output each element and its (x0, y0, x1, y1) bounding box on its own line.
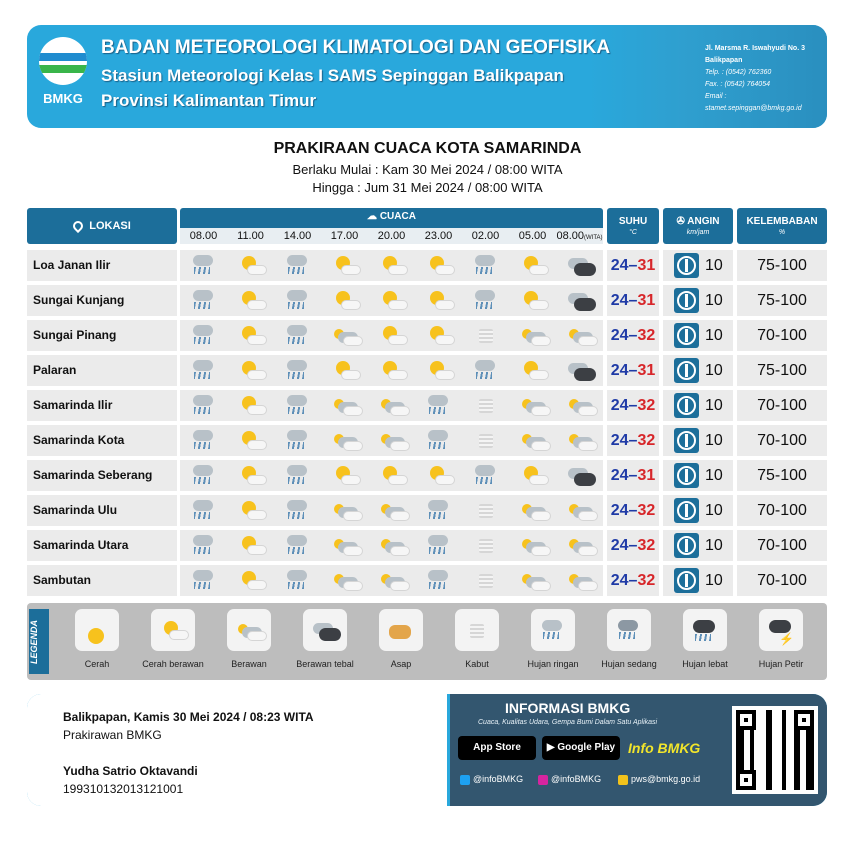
weather-berawan-icon (556, 425, 603, 456)
page-title: PRAKIRAAN CUACA KOTA SAMARINDA (273, 140, 582, 157)
weather-cerah-berawan-icon (227, 530, 274, 561)
legend-berawan-tebal-icon (303, 609, 347, 651)
info-title: INFORMASI BMKG (505, 700, 631, 716)
time-header: 08.00(WITA) (556, 230, 603, 242)
agency-name: BADAN METEOROLOGI KLIMATOLOGI DAN GEOFISIKA (101, 37, 611, 58)
table-row (27, 493, 827, 528)
location-name: Sambutan (27, 565, 177, 596)
forecaster-block (27, 694, 447, 806)
time-header: 14.00 (283, 230, 312, 242)
temp-max: 32 (637, 397, 656, 414)
weather-cerah-berawan-icon (227, 460, 274, 491)
weather-cerah-berawan-icon (227, 565, 274, 596)
table-row (27, 353, 827, 388)
weather-hujan-ringan-icon (274, 530, 321, 561)
temp-min: 24 (610, 397, 629, 414)
wind-speed: 10 (705, 362, 723, 379)
legend-label: Cerah (84, 659, 110, 669)
weather-hujan-ringan-icon (180, 390, 227, 421)
location-name: Samarinda Ulu (27, 495, 177, 526)
weather-hujan-ringan-icon (415, 425, 462, 456)
weather-hujan-ringan-icon (274, 285, 321, 316)
wind (663, 250, 733, 281)
table-row (27, 458, 827, 493)
legend-hujan-sedang-icon (607, 609, 651, 651)
weather-hujan-ringan-icon (415, 495, 462, 526)
forecaster-name: Yudha Satrio Oktavandi (63, 764, 198, 778)
wind (663, 425, 733, 456)
humidity: 75-100 (737, 250, 827, 281)
time-header: 11.00 (237, 230, 264, 242)
location-name: Sungai Kunjang (27, 285, 177, 316)
table-row (27, 388, 827, 423)
weather-icons (180, 425, 603, 456)
twitter-icon (460, 775, 470, 785)
legend-label: Berawan tebal (296, 659, 354, 669)
wind (663, 320, 733, 351)
temp-max: 31 (637, 362, 656, 379)
qr-code (732, 706, 818, 794)
legend-item (287, 609, 363, 669)
temperature-range: 24–32 (607, 565, 659, 596)
weather-kabut-icon (462, 425, 509, 456)
weather-icons (180, 355, 603, 386)
legend-item (667, 609, 743, 669)
legend-item (135, 609, 211, 669)
humidity: 70-100 (737, 390, 827, 421)
table-row (27, 248, 827, 283)
legend-label: Berawan (231, 659, 267, 669)
wind-direction-icon (674, 463, 699, 488)
legend-berawan-icon (227, 609, 271, 651)
weather-berawan-icon (368, 390, 415, 421)
weather-icons (180, 390, 603, 421)
weather-berawan-icon (509, 530, 556, 561)
legend-tag: LEGENDA (29, 609, 49, 674)
legend-item (59, 609, 135, 669)
temp-min: 24 (610, 467, 629, 484)
cloud-icon: ☁ (367, 211, 380, 222)
google-play-badge[interactable]: ▶ Google Play (542, 736, 620, 760)
weather-cerah-berawan-icon (321, 250, 368, 281)
location-name: Samarinda Utara (27, 530, 177, 561)
info-tagline: Cuaca, Kualitas Udara, Gempa Bumi Dalam Satu Aplikasi (478, 719, 658, 726)
weather-cerah-berawan-icon (227, 495, 274, 526)
time-header: 20.00 (377, 230, 406, 242)
weather-kabut-icon (462, 390, 509, 421)
issue-date: Balikpapan, Kamis 30 Mei 2024 / 08:23 WITA (63, 710, 314, 724)
weather-hujan-ringan-icon (180, 460, 227, 491)
weather-hujan-ringan-icon (180, 320, 227, 351)
time-header: 23.00 (424, 230, 453, 242)
weather-hujan-ringan-icon (274, 355, 321, 386)
location-pin-icon (71, 219, 85, 233)
legend-label: Kabut (465, 659, 489, 669)
humidity: 70-100 (737, 565, 827, 596)
temp-min: 24 (610, 292, 629, 309)
weather-cerah-berawan-icon (415, 355, 462, 386)
weather-berawan-icon (509, 495, 556, 526)
humidity: 75-100 (737, 460, 827, 491)
legend-label: Asap (390, 659, 412, 669)
weather-cerah-berawan-icon (227, 425, 274, 456)
weather-berawan-icon (368, 530, 415, 561)
app-name: Info BMKG (628, 740, 701, 756)
weather-cerah-berawan-icon (368, 460, 415, 491)
wind-speed: 10 (705, 467, 723, 484)
footer (27, 694, 827, 806)
temperature-range: 24–31 (607, 460, 659, 491)
wind-direction-icon (674, 288, 699, 313)
weather-hujan-ringan-icon (274, 565, 321, 596)
wind-direction-icon (674, 323, 699, 348)
legend (27, 603, 827, 680)
weather-kabut-icon (462, 495, 509, 526)
temp-min: 24 (610, 257, 629, 274)
weather-berawan-icon (321, 425, 368, 456)
weather-icons (180, 565, 603, 596)
humidity: 75-100 (737, 355, 827, 386)
weather-cerah-berawan-icon (415, 320, 462, 351)
temp-min: 24 (610, 537, 629, 554)
weather-icons (180, 530, 603, 561)
wind (663, 530, 733, 561)
instagram-handle[interactable]: @infoBMKG (538, 774, 601, 785)
wind-direction-icon (674, 533, 699, 558)
weather-kabut-icon (462, 320, 509, 351)
weather-hujan-ringan-icon (462, 250, 509, 281)
weather-berawan-icon (368, 565, 415, 596)
humidity: 70-100 (737, 320, 827, 351)
temperature-range: 24–32 (607, 390, 659, 421)
legend-label: Hujan ringan (527, 659, 579, 669)
temperature-range: 24–32 (607, 530, 659, 561)
weather-cerah-berawan-icon (509, 285, 556, 316)
wind (663, 460, 733, 491)
forecast-table (27, 248, 827, 598)
weather-hujan-ringan-icon (274, 460, 321, 491)
wind-speed: 10 (705, 432, 723, 449)
location-name: Sungai Pinang (27, 320, 177, 351)
email-contact[interactable]: pws@bmkg.go.id (618, 774, 700, 785)
temp-max: 32 (637, 432, 656, 449)
weather-cerah-berawan-icon (415, 285, 462, 316)
weather-hujan-ringan-icon (180, 530, 227, 561)
wind-speed: 10 (705, 572, 723, 589)
header-banner (27, 25, 827, 128)
time-header: 02.00 (471, 230, 500, 242)
humidity: 75-100 (737, 285, 827, 316)
weather-berawan-icon (509, 390, 556, 421)
weather-cerah-berawan-icon (321, 285, 368, 316)
time-suffix: (WITA) (583, 235, 603, 241)
weather-hujan-ringan-icon (274, 390, 321, 421)
weather-cerah-berawan-icon (321, 355, 368, 386)
weather-berawan-icon (556, 390, 603, 421)
weather-berawan-icon (321, 390, 368, 421)
table-row (27, 563, 827, 598)
temp-max: 32 (637, 537, 656, 554)
legend-label: Hujan Petir (758, 659, 804, 669)
weather-hujan-ringan-icon (180, 495, 227, 526)
weather-icons (180, 495, 603, 526)
temperature-range: 24–31 (607, 355, 659, 386)
weather-berawan-icon (556, 495, 603, 526)
valid-to: Hingga : Jum 31 Mei 2024 / 08:00 WITA (312, 180, 543, 195)
legend-label: Hujan sedang (601, 659, 657, 669)
wind-direction-icon (674, 253, 699, 278)
weather-hujan-ringan-icon (180, 565, 227, 596)
weather-cerah-berawan-icon (227, 390, 274, 421)
weather-hujan-ringan-icon (462, 285, 509, 316)
temp-min: 24 (610, 572, 629, 589)
wind-direction-icon (674, 393, 699, 418)
time-header: 08.00 (189, 230, 218, 242)
time-header: 05.00 (518, 230, 547, 242)
time-header-row (180, 228, 603, 244)
humidity: 70-100 (737, 425, 827, 456)
weather-berawan-tebal-icon (556, 250, 603, 281)
weather-cerah-berawan-icon (415, 250, 462, 281)
forecaster-nip: 199310132013121001 (63, 782, 184, 796)
weather-hujan-ringan-icon (415, 390, 462, 421)
col-header-lokasi: LOKASI (27, 208, 177, 244)
weather-hujan-ringan-icon (462, 355, 509, 386)
location-name: Loa Janan Ilir (27, 250, 177, 281)
col-header-suhu: SUHU °C (607, 208, 659, 244)
temp-max: 31 (637, 467, 656, 484)
wind-speed: 10 (705, 292, 723, 309)
wind (663, 390, 733, 421)
wind-speed: 10 (705, 537, 723, 554)
weather-berawan-icon (556, 320, 603, 351)
legend-label: Cerah berawan (142, 659, 204, 669)
temperature-range: 24–32 (607, 495, 659, 526)
col-header-kelembaban: KELEMBABAN % (737, 208, 827, 244)
weather-berawan-icon (509, 320, 556, 351)
legend-hujan-lebat-icon (683, 609, 727, 651)
wind-speed: 10 (705, 327, 723, 344)
temp-min: 24 (610, 362, 629, 379)
wind-speed: 10 (705, 502, 723, 519)
weather-berawan-icon (321, 530, 368, 561)
weather-berawan-icon (556, 565, 603, 596)
weather-berawan-tebal-icon (556, 460, 603, 491)
wind-direction-icon (674, 568, 699, 593)
weather-kabut-icon (462, 530, 509, 561)
twitter-handle[interactable]: @infoBMKG (460, 774, 523, 785)
legend-item (515, 609, 591, 669)
weather-cerah-berawan-icon (368, 320, 415, 351)
instagram-icon (538, 775, 548, 785)
legend-item (211, 609, 287, 669)
wind (663, 495, 733, 526)
weather-hujan-ringan-icon (415, 530, 462, 561)
temperature-range: 24–31 (607, 250, 659, 281)
mail-icon (618, 775, 628, 785)
weather-cerah-berawan-icon (227, 355, 274, 386)
legend-hujan-ringan-icon (531, 609, 575, 651)
wind (663, 355, 733, 386)
weather-cerah-berawan-icon (368, 250, 415, 281)
humidity: 70-100 (737, 495, 827, 526)
weather-cerah-berawan-icon (227, 285, 274, 316)
app-store-badge[interactable]: App Store (458, 736, 536, 760)
legend-item (439, 609, 515, 669)
weather-cerah-berawan-icon (509, 250, 556, 281)
weather-berawan-icon (321, 320, 368, 351)
wind-speed: 10 (705, 257, 723, 274)
temperature-range: 24–32 (607, 425, 659, 456)
legend-item (363, 609, 439, 669)
play-icon: ▶ (546, 742, 558, 753)
legend-item (743, 609, 819, 669)
location-name: Samarinda Kota (27, 425, 177, 456)
weather-icons (180, 460, 603, 491)
weather-hujan-ringan-icon (415, 565, 462, 596)
weather-kabut-icon (462, 565, 509, 596)
weather-hujan-ringan-icon (180, 285, 227, 316)
weather-berawan-icon (321, 565, 368, 596)
wind-icon: ✇ (676, 216, 688, 227)
humidity: 70-100 (737, 530, 827, 561)
weather-cerah-berawan-icon (368, 285, 415, 316)
temp-max: 32 (637, 327, 656, 344)
temp-min: 24 (610, 432, 629, 449)
weather-berawan-tebal-icon (556, 285, 603, 316)
weather-hujan-ringan-icon (180, 250, 227, 281)
table-row (27, 318, 827, 353)
wind-direction-icon (674, 358, 699, 383)
location-name: Samarinda Seberang (27, 460, 177, 491)
weather-hujan-ringan-icon (462, 460, 509, 491)
location-name: Samarinda Ilir (27, 390, 177, 421)
weather-berawan-icon (368, 495, 415, 526)
legend-cerah-berawan-icon (151, 609, 195, 651)
weather-cerah-berawan-icon (368, 355, 415, 386)
forecaster-role: Prakirawan BMKG (63, 728, 162, 742)
temp-max: 32 (637, 572, 656, 589)
wind (663, 285, 733, 316)
weather-berawan-icon (321, 495, 368, 526)
col-header-cuaca: ☁ CUACA 08.00 11.00 14.00 17.00 20.00 23.00 02.00 05.00 08.00(WITA) (180, 208, 603, 244)
legend-asap-icon (379, 609, 423, 651)
location-name: Palaran (27, 355, 177, 386)
weather-cerah-berawan-icon (415, 460, 462, 491)
wind-direction-icon (674, 428, 699, 453)
weather-cerah-berawan-icon (227, 250, 274, 281)
weather-hujan-ringan-icon (274, 425, 321, 456)
temp-max: 32 (637, 502, 656, 519)
weather-berawan-icon (556, 530, 603, 561)
contact-info: Jl. Marsma R. Iswahyudi No. 3 Balikpapan Telp. : (0542) 762360 Fax. : (0542) 764054 Email : stamet.sepinggan@bmkg.go.id (705, 45, 805, 112)
temp-min: 24 (610, 502, 629, 519)
temperature-range: 24–32 (607, 320, 659, 351)
weather-icons (180, 250, 603, 281)
weather-berawan-icon (368, 425, 415, 456)
legend-label: Hujan lebat (682, 659, 728, 669)
station-name: Stasiun Meteorologi Kelas I SAMS Sepinggan Balikpapan (101, 66, 564, 85)
weather-icons (180, 285, 603, 316)
legend-hujan-petir-icon: ⚡ (759, 609, 803, 651)
legend-kabut-icon (455, 609, 499, 651)
temp-min: 24 (610, 327, 629, 344)
weather-cerah-berawan-icon (509, 355, 556, 386)
bmkg-logo: BMKG (35, 37, 91, 115)
weather-hujan-ringan-icon (180, 425, 227, 456)
info-bmkg-panel (450, 694, 827, 806)
weather-berawan-icon (509, 425, 556, 456)
wind (663, 565, 733, 596)
weather-icons (180, 320, 603, 351)
weather-cerah-berawan-icon (227, 320, 274, 351)
valid-from: Berlaku Mulai : Kam 30 Mei 2024 / 08:00 WITA (292, 162, 563, 177)
table-row (27, 528, 827, 563)
weather-berawan-icon (509, 565, 556, 596)
table-row (27, 423, 827, 458)
time-header: 17.00 (330, 230, 359, 242)
weather-cerah-berawan-icon (509, 460, 556, 491)
temperature-range: 24–31 (607, 285, 659, 316)
legend-item (591, 609, 667, 669)
weather-cerah-berawan-icon (321, 460, 368, 491)
weather-hujan-ringan-icon (274, 320, 321, 351)
weather-hujan-ringan-icon (180, 355, 227, 386)
wind-direction-icon (674, 498, 699, 523)
table-row (27, 283, 827, 318)
temp-max: 31 (637, 257, 656, 274)
weather-hujan-ringan-icon (274, 495, 321, 526)
col-header-angin: ✇ ANGIN km/jam (663, 208, 733, 244)
wind-speed: 10 (705, 397, 723, 414)
weather-berawan-tebal-icon (556, 355, 603, 386)
province-name: Provinsi Kalimantan Timur (101, 91, 317, 110)
temp-max: 31 (637, 292, 656, 309)
weather-hujan-ringan-icon (274, 250, 321, 281)
legend-cerah-icon (75, 609, 119, 651)
